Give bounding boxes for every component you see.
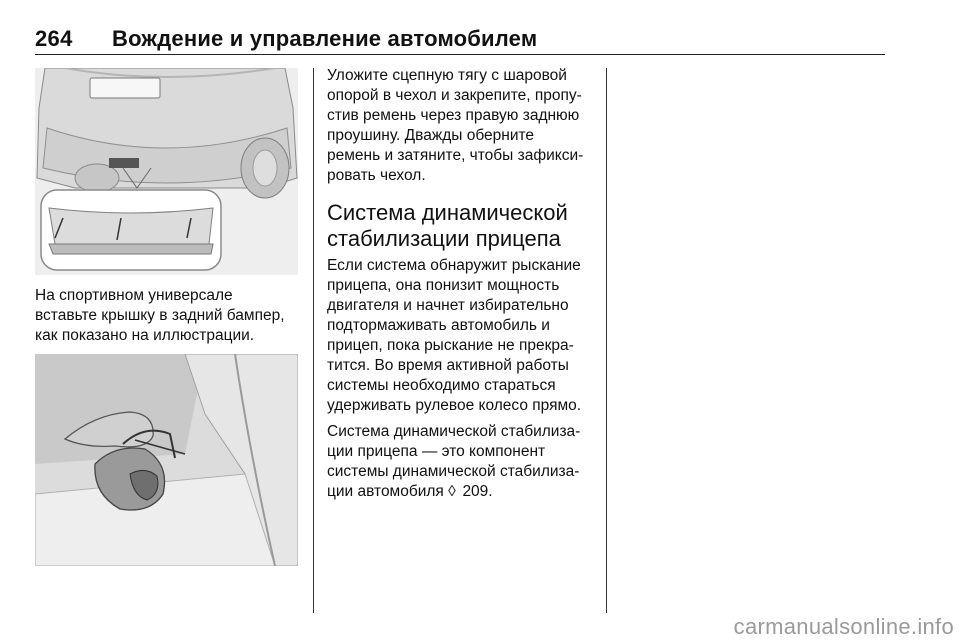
text-line: ции прицепа — это компонент <box>327 443 546 460</box>
text-line: стив ремень через правую заднюю <box>327 107 580 124</box>
text-line: ровать чехол. <box>327 167 426 184</box>
text-line: Уложите сцепную тягу с шаровой <box>327 67 567 84</box>
heading-line: Система динамической <box>327 200 568 225</box>
text-line <box>327 482 599 502</box>
trunk-towbar-drawing <box>35 354 298 566</box>
text-fragment: ции автомобиля <box>327 483 444 500</box>
rear-bumper-illustration <box>35 68 298 275</box>
paragraph-2 <box>327 422 599 502</box>
intro-paragraph <box>327 66 599 186</box>
caption-line: вставьте крышку в задний бампер, <box>35 307 285 324</box>
page-number: 264 <box>35 26 73 51</box>
page-header <box>35 20 885 55</box>
text-line: системы необходимо стараться <box>327 377 556 394</box>
page-reference-link[interactable]: 209. <box>462 483 493 500</box>
figure-caption <box>35 286 303 346</box>
heading-line: стабилизации прицепа <box>327 226 561 251</box>
text-line: прицепа, она понизит мощность <box>327 277 560 294</box>
trunk-towbar-illustration <box>35 354 298 566</box>
text-line: прицеп, пока рыскание не прекра- <box>327 337 574 354</box>
text-line: ремень и затяните, чтобы зафикси- <box>327 147 584 164</box>
footer-watermark: carmanualsonline.info <box>733 614 954 639</box>
text-line: проушину. Дважды оберните <box>327 127 535 144</box>
text-line: опорой в чехол и закрепите, пропу- <box>327 87 582 104</box>
text-line: Система динамической стабилиза- <box>327 423 581 440</box>
chapter-title: Вождение и управление автомобилем <box>112 26 538 51</box>
text-line: удерживать рулевое колесо прямо. <box>327 397 582 414</box>
text-line: Если система обнаружит рыскание <box>327 257 581 274</box>
column-divider-right <box>606 68 607 613</box>
rear-bumper-drawing <box>35 68 298 275</box>
paragraph-1 <box>327 256 599 416</box>
caption-line: На спортивном универсале <box>35 287 233 304</box>
section-heading <box>327 200 599 252</box>
text-line: подтормаживать автомобиль и <box>327 317 550 334</box>
text-line: тится. Во время активной работы <box>327 357 569 374</box>
page-reference-icon[interactable]: ◊ <box>448 483 456 500</box>
column-divider-left <box>313 68 314 613</box>
text-column <box>327 66 599 508</box>
caption-line: как показано на иллюстрации. <box>35 327 255 344</box>
text-line: двигателя и начнет избирательно <box>327 297 569 314</box>
text-line: системы динамической стабилиза- <box>327 463 580 480</box>
